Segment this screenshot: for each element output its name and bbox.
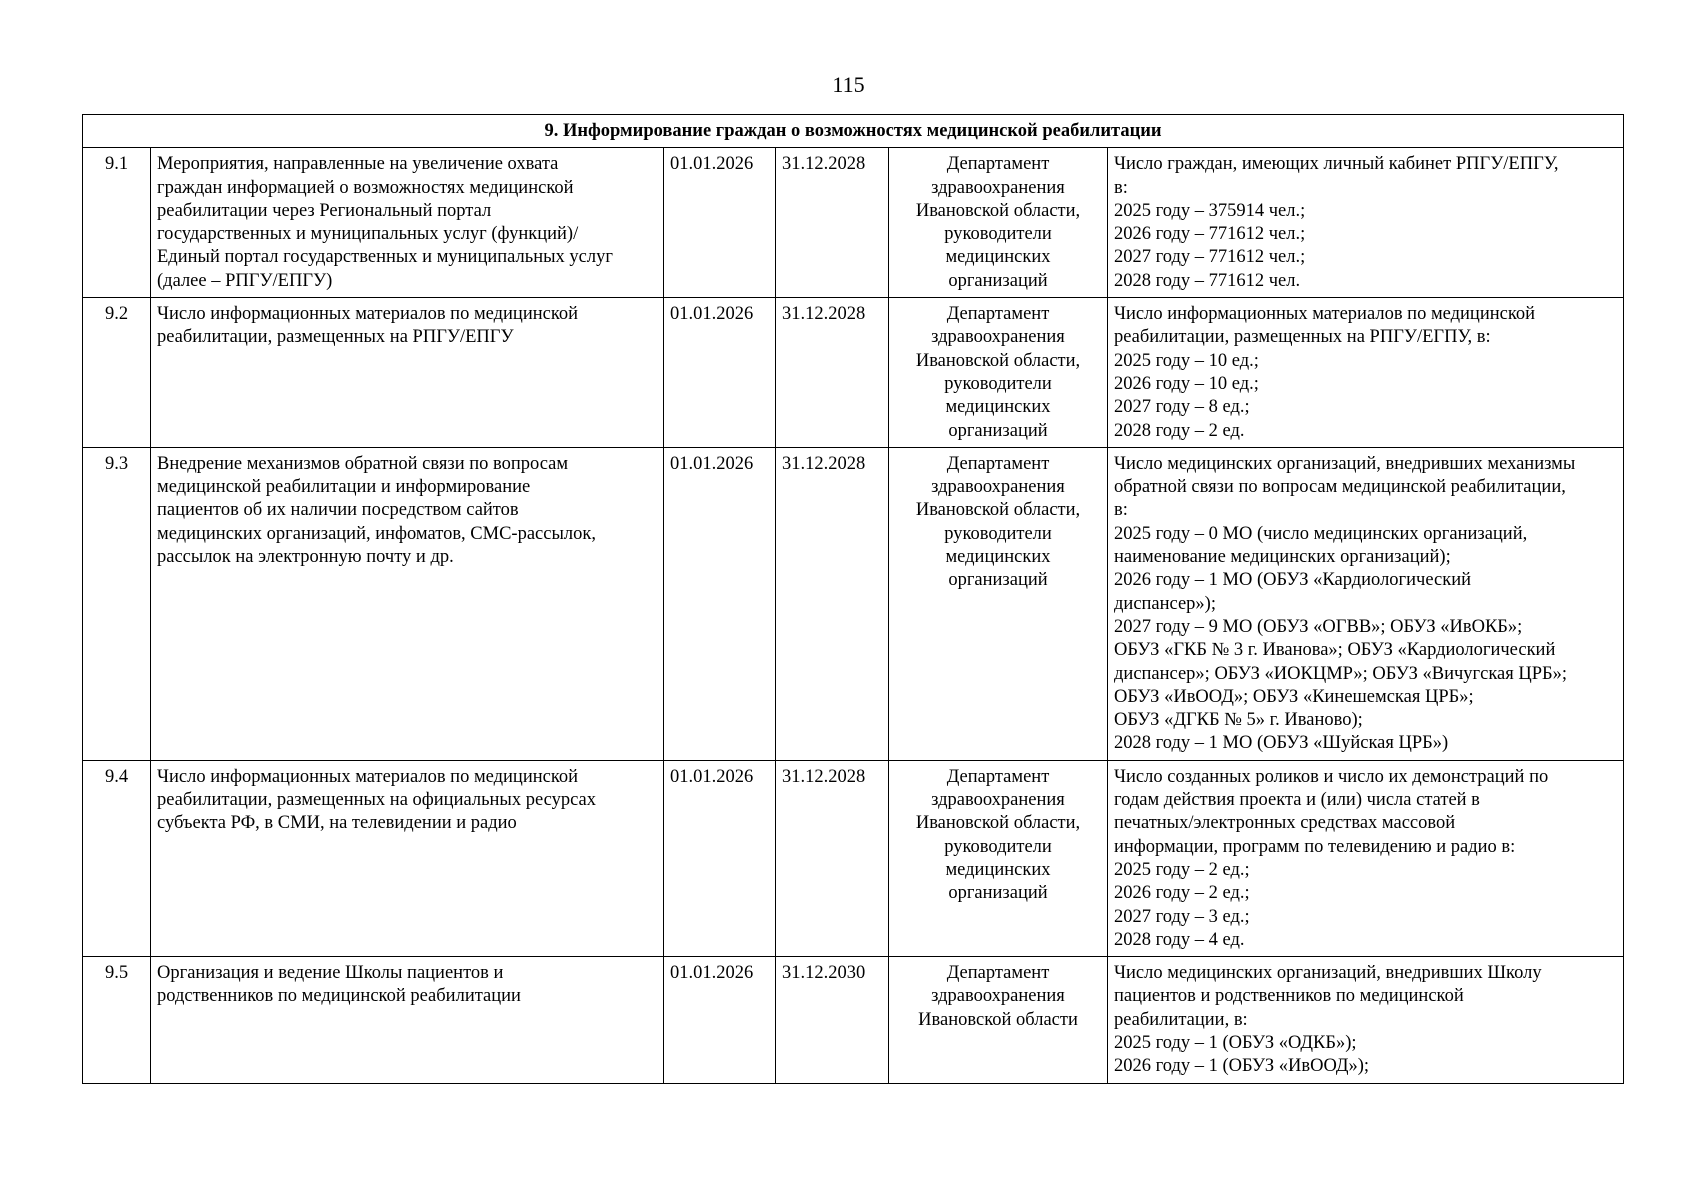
executor-cell	[889, 298, 1108, 448]
row-number: 9.2	[83, 298, 151, 448]
text-line: Ивановской области,	[915, 350, 1081, 371]
text-line: реабилитации, размещенных на РПГУ/ЕПГУ	[157, 327, 514, 348]
text-line: (далее – РПГУ/ЕПГУ)	[157, 270, 333, 291]
text-line: 2026 году – 1 МО (ОБУЗ «Кардиологический	[1114, 570, 1472, 591]
start-date: 01.01.2026	[664, 298, 776, 448]
text-line: медицинских	[945, 859, 1051, 880]
text-line: граждан информацией о возможностях медицинской	[157, 177, 574, 198]
text-line: медицинских	[945, 247, 1051, 268]
text-line: 2026 году – 2 ед.;	[1114, 883, 1250, 904]
text-line: диспансер»);	[1114, 593, 1216, 614]
end-date: 31.12.2030	[776, 957, 889, 1083]
text-line: ОБУЗ «ДГКБ № 5» г. Иваново);	[1114, 710, 1363, 731]
text-line: Число информационных материалов по медицинской	[157, 766, 579, 787]
text-line: Организация и ведение Школы пациентов и	[157, 963, 504, 984]
text-line: организаций	[948, 420, 1048, 441]
start-date: 01.01.2026	[664, 957, 776, 1083]
text-line: 2026 году – 1 (ОБУЗ «ИвООД»);	[1114, 1056, 1370, 1077]
text-line: Мероприятия, направленные на увеличение охвата	[157, 154, 559, 175]
text-line: Число созданных роликов и число их демонстраций по	[1114, 766, 1549, 787]
text-line: реабилитации, размещенных на РПГУ/ЕГПУ, в:	[1114, 327, 1491, 348]
text-line: 2025 году – 375914 чел.;	[1114, 200, 1306, 221]
text-line: 2027 году – 3 ед.;	[1114, 906, 1250, 927]
start-date: 01.01.2026	[664, 760, 776, 956]
text-line: 2028 году – 2 ед.	[1114, 420, 1245, 441]
text-line: 2028 году – 1 МО (ОБУЗ «Шуйская ЦРБ»)	[1114, 733, 1449, 754]
start-date: 01.01.2026	[664, 148, 776, 298]
text-line: 2025 году – 2 ед.;	[1114, 859, 1250, 880]
text-line: печатных/электронных средствах массовой	[1114, 813, 1456, 834]
text-line: медицинской реабилитации и информирование	[157, 477, 531, 498]
text-line: 2028 году – 771612 чел.	[1114, 270, 1301, 291]
text-line: рассылок на электронную почту и др.	[157, 547, 454, 568]
text-line: 2026 году – 771612 чел.;	[1114, 224, 1306, 245]
result-cell	[1108, 298, 1624, 448]
text-line: 2027 году – 771612 чел.;	[1114, 247, 1306, 268]
text-line: 2027 году – 9 МО (ОБУЗ «ОГВВ»; ОБУЗ «ИвОКБ»;	[1114, 616, 1523, 637]
text-line: Число граждан, имеющих личный кабинет РПГУ/ЕПГУ,	[1114, 154, 1559, 175]
text-line: в:	[1114, 500, 1128, 521]
text-line: организаций	[948, 270, 1048, 291]
text-line: Департамент	[946, 766, 1050, 787]
text-line: субъекта РФ, в СМИ, на телевидении и радио	[157, 813, 517, 834]
text-line: Ивановской области	[918, 1009, 1078, 1030]
executor-cell	[889, 957, 1108, 1083]
text-line: Число медицинских организаций, внедривших Школу	[1114, 963, 1542, 984]
table-row	[83, 957, 1624, 1083]
text-line: реабилитации через Региональный портал	[157, 200, 492, 221]
text-line: наименование медицинских организаций);	[1114, 547, 1451, 568]
text-line: Число медицинских организаций, внедривших механизмы	[1114, 453, 1576, 474]
table-row	[83, 298, 1624, 448]
text-line: медицинских	[945, 397, 1051, 418]
text-line: медицинских организаций, инфоматов, СМС-рассылок,	[157, 523, 597, 544]
text-line: организаций	[948, 570, 1048, 591]
text-line: Департамент	[946, 304, 1050, 325]
text-line: реабилитации, размещенных на официальных ресурсах	[157, 790, 597, 811]
text-line: медицинских	[945, 547, 1051, 568]
text-line: руководители	[944, 224, 1052, 245]
text-line: организаций	[948, 883, 1048, 904]
page-number: 115	[832, 72, 865, 97]
text-line: Ивановской области,	[915, 200, 1081, 221]
text-line: Ивановской области,	[915, 813, 1081, 834]
text-line: родственников по медицинской реабилитации	[157, 986, 521, 1007]
text-line: здравоохранения	[931, 327, 1065, 348]
text-line: Департамент	[946, 453, 1050, 474]
text-line: в:	[1114, 177, 1128, 198]
result-cell	[1108, 957, 1624, 1083]
section-title: 9. Информирование граждан о возможностях медицинской реабилитации	[83, 115, 1624, 148]
text-line: 2025 году – 0 МО (число медицинских организаций,	[1114, 523, 1528, 544]
result-cell	[1108, 760, 1624, 956]
start-date: 01.01.2026	[664, 447, 776, 760]
text-line: 2025 году – 10 ед.;	[1114, 350, 1259, 371]
activity-cell	[151, 298, 664, 448]
end-date: 31.12.2028	[776, 298, 889, 448]
text-line: пациентов об их наличии посредством сайтов	[157, 500, 519, 521]
text-line: Ивановской области,	[915, 500, 1081, 521]
table-row	[83, 148, 1624, 298]
row-number: 9.3	[83, 447, 151, 760]
row-number: 9.1	[83, 148, 151, 298]
table-row	[83, 760, 1624, 956]
section-header-row	[83, 115, 1624, 148]
text-line: руководители	[944, 836, 1052, 857]
result-cell	[1108, 148, 1624, 298]
text-line: руководители	[944, 523, 1052, 544]
activity-cell	[151, 957, 664, 1083]
row-number: 9.5	[83, 957, 151, 1083]
activity-cell	[151, 760, 664, 956]
end-date: 31.12.2028	[776, 148, 889, 298]
text-line: Число информационных материалов по медицинской	[157, 304, 579, 325]
text-line: 2027 году – 8 ед.;	[1114, 397, 1250, 418]
activity-cell	[151, 148, 664, 298]
activity-cell	[151, 447, 664, 760]
text-line: ОБУЗ «ГКБ № 3 г. Иванова»; ОБУЗ «Кардиологический	[1114, 640, 1556, 661]
text-line: Департамент	[946, 963, 1050, 984]
end-date: 31.12.2028	[776, 760, 889, 956]
result-cell	[1108, 447, 1624, 760]
text-line: 2028 году – 4 ед.	[1114, 929, 1245, 950]
executor-cell	[889, 760, 1108, 956]
text-line: здравоохранения	[931, 177, 1065, 198]
text-line: обратной связи по вопросам медицинской реабилитации,	[1114, 477, 1566, 498]
text-line: годам действия проекта и (или) числа статей в	[1114, 790, 1480, 811]
text-line: Внедрение механизмов обратной связи по вопросам	[157, 453, 569, 474]
executor-cell	[889, 148, 1108, 298]
executor-cell	[889, 447, 1108, 760]
text-line: информации, программ по телевидению и радио в:	[1114, 836, 1516, 857]
text-line: диспансер»; ОБУЗ «ИОКЦМР»; ОБУЗ «Вичугская ЦРБ»;	[1114, 663, 1568, 684]
text-line: 2026 году – 10 ед.;	[1114, 373, 1259, 394]
text-line: здравоохранения	[931, 986, 1065, 1007]
text-line: Число информационных материалов по медицинской	[1114, 304, 1536, 325]
text-line: здравоохранения	[931, 790, 1065, 811]
end-date: 31.12.2028	[776, 447, 889, 760]
text-line: здравоохранения	[931, 477, 1065, 498]
text-line: пациентов и родственников по медицинской	[1114, 986, 1464, 1007]
text-line: Единый портал государственных и муниципальных услуг	[157, 247, 613, 268]
text-line: 2025 году – 1 (ОБУЗ «ОДКБ»);	[1114, 1032, 1357, 1053]
text-line: ОБУЗ «ИвООД»; ОБУЗ «Кинешемская ЦРБ»;	[1114, 686, 1474, 707]
text-line: руководители	[944, 373, 1052, 394]
text-line: реабилитации, в:	[1114, 1009, 1248, 1030]
text-line: государственных и муниципальных услуг (функций)/	[157, 224, 579, 245]
row-number: 9.4	[83, 760, 151, 956]
measures-table	[82, 114, 1624, 1084]
table-row	[83, 447, 1624, 760]
text-line: Департамент	[946, 154, 1050, 175]
